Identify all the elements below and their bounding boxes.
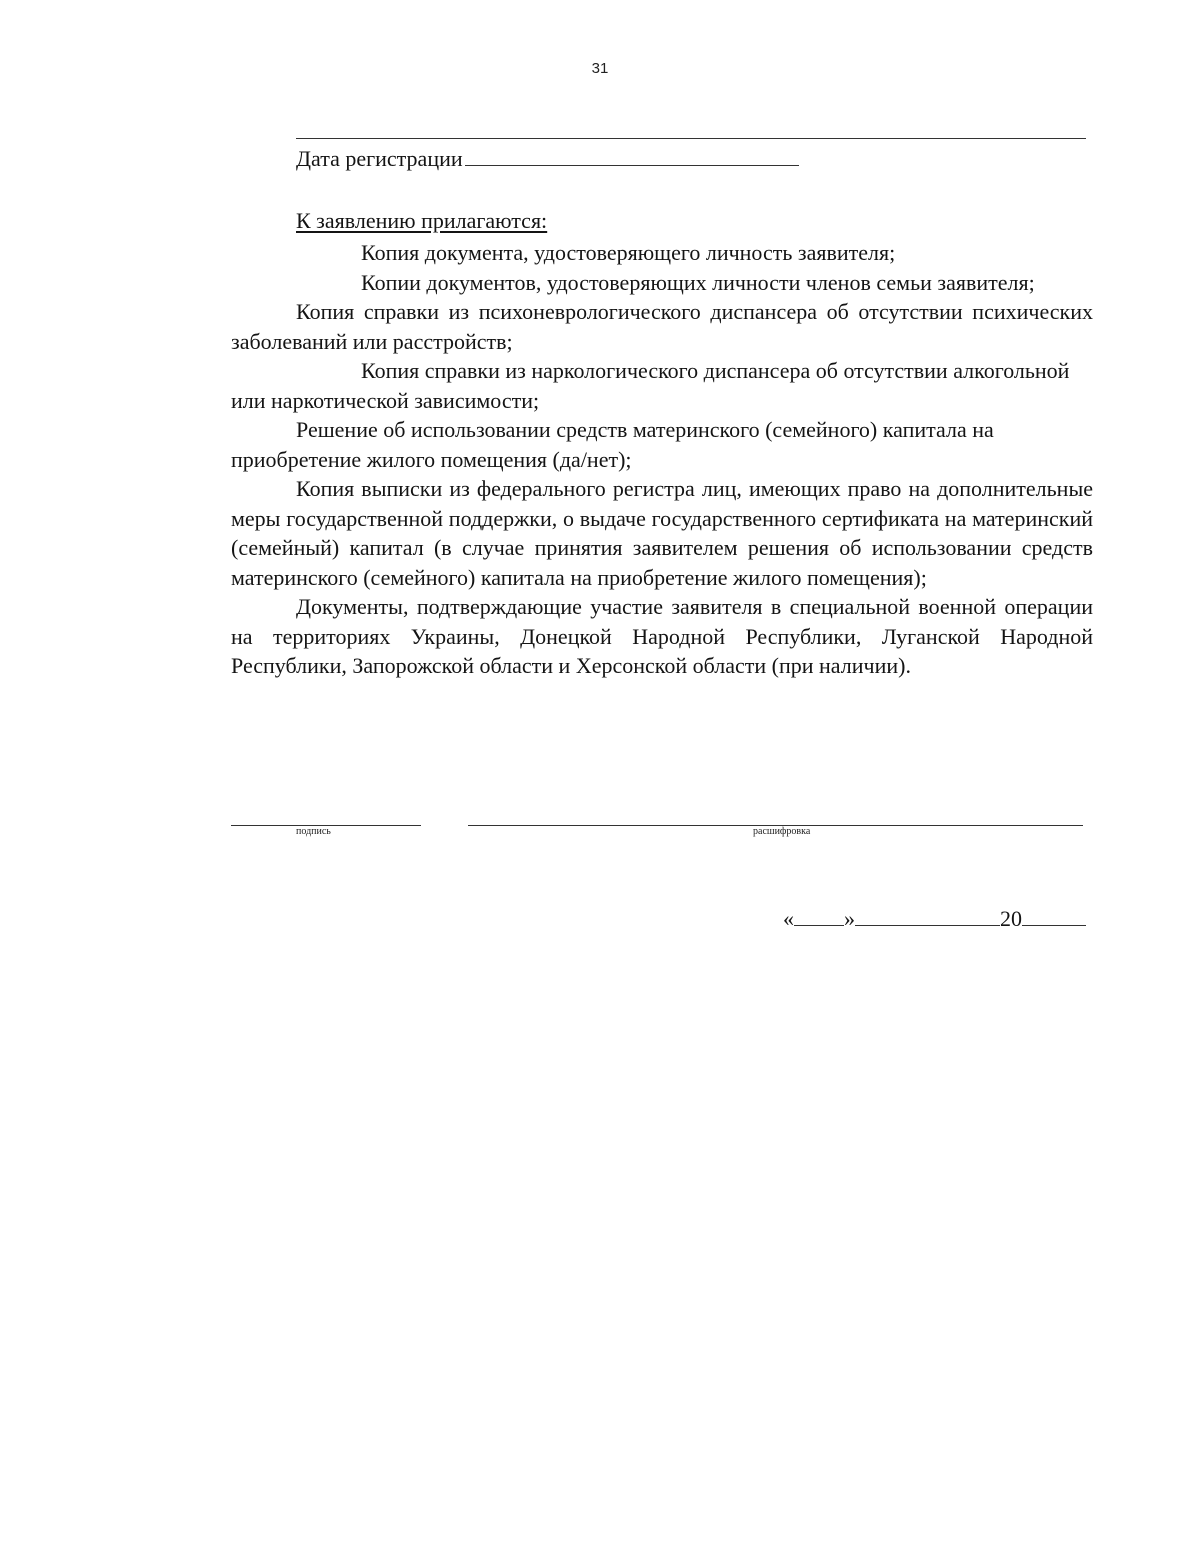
top-rule: [296, 138, 1086, 139]
registration-date-label: Дата регистрации: [296, 146, 463, 171]
decode-caption: расшифровка: [753, 826, 811, 837]
registration-date-blank: [465, 143, 799, 166]
attachments-list: [231, 238, 1093, 681]
attachment-item: Копия справки из психоневрологического диспансера об отсутствии психических заболеваний или расстройств;: [231, 299, 1093, 354]
date-field: [783, 905, 1086, 933]
month-blank: [855, 905, 1000, 926]
year-prefix: 20: [1000, 906, 1022, 931]
attachment-item: Документы, подтверждающие участие заявителя в специальной военной операции на территориях Украины, Донецкой Народной Республики, Луганской Народной Республики, Запорожской области и Херсонской области (при наличии).: [231, 594, 1093, 678]
date-open-quote: «: [783, 906, 794, 931]
page-number: 31: [591, 60, 609, 77]
attachment-item: Копия справки из наркологического диспансера об отсутствии алкогольной или наркотической зависимости;: [231, 358, 1070, 413]
attachment-item: Копия выписки из федерального регистра лиц, имеющих право на дополнительные меры государственной поддержки, о выдаче государственного сертификата на материнский (семейный) капитал (в случае принятия заявителем решения об использовании средств материнского (семейного) капитала на приобретение жилого помещения);: [231, 476, 1093, 590]
attachment-item: Решение об использовании средств материнского (семейного) капитала на приобретение жилого помещения (да/нет);: [231, 417, 994, 472]
day-blank: [794, 905, 844, 926]
date-close-quote: »: [844, 906, 855, 931]
attachment-item: Копия документа, удостоверяющего личность заявителя;: [361, 240, 896, 265]
signature-caption: подпись: [296, 826, 331, 837]
year-blank: [1022, 905, 1086, 926]
registration-date-line: [296, 143, 799, 173]
attachments-heading: К заявлению прилагаются:: [296, 208, 548, 233]
attachment-item: Копии документов, удостоверяющих личности членов семьи заявителя;: [361, 269, 1035, 295]
